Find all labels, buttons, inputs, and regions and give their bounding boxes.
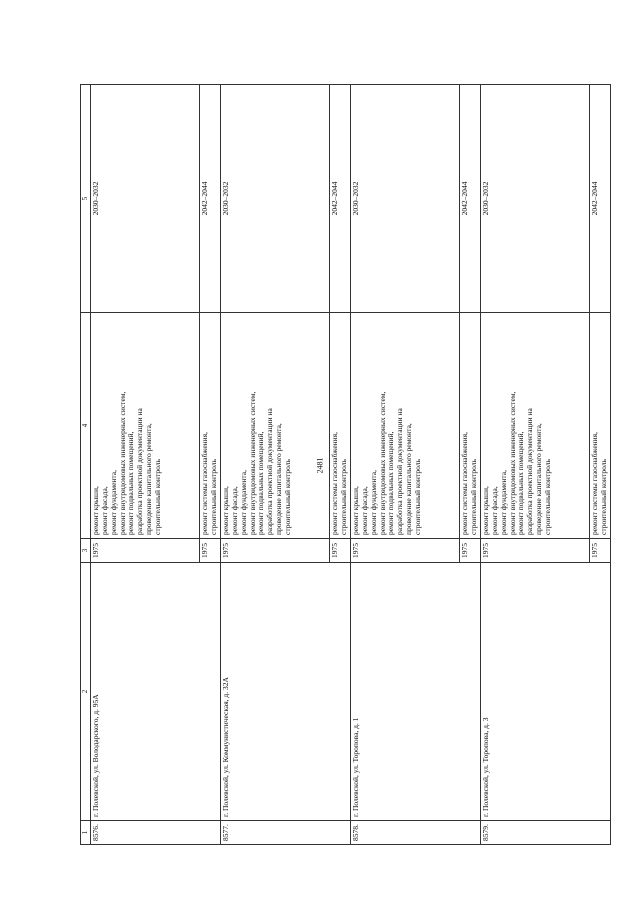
period-cell: 2030–2032 (221, 85, 330, 313)
year-cell: 1975 (590, 539, 611, 563)
row-number: 8579. (481, 821, 611, 845)
column-header-4: 4 (81, 313, 91, 539)
period-cell: 2042–2044 (200, 85, 221, 313)
works-cell: ремонт крыши, ремонт фасада, ремонт фундамента, ремонт внутридомовых инженерных систем, ремонт подвальных помещений, разработка проектной документации на проведение капитального ремонта, строительный контроль (351, 313, 460, 539)
column-header-1: 1 (81, 821, 91, 845)
table-row (91, 85, 200, 845)
column-number-row (81, 85, 91, 845)
year-cell: 1975 (481, 539, 590, 563)
year-cell: 1975 (91, 539, 200, 563)
period-cell: 2030–2032 (91, 85, 200, 313)
works-cell: ремонт системы газоснабжения, строительный контроль (200, 313, 221, 539)
year-cell: 1975 (330, 539, 351, 563)
address-cell: г. Полевской, ул. Торопова, д. 1 (351, 563, 481, 821)
page-number-text: 2481 (315, 457, 325, 473)
year-cell: 1975 (221, 539, 330, 563)
works-cell: ремонт системы газоснабжения, строительный контроль (590, 313, 611, 539)
row-number: 8576. (91, 821, 221, 845)
column-header-5: 5 (81, 85, 91, 313)
table-row (481, 85, 590, 845)
rotated-table-container (80, 85, 608, 845)
table-row (351, 85, 460, 845)
table-row (221, 85, 330, 845)
works-cell: ремонт крыши, ремонт фасада, ремонт фундамента, ремонт внутридомовых инженерных систем, ремонт подвальных помещений, разработка проектной документации на проведение капитального ремонта, строительный контроль (91, 313, 200, 539)
column-header-2: 2 (81, 563, 91, 821)
works-cell: ремонт системы газоснабжения, строительный контроль (330, 313, 351, 539)
year-cell: 1975 (351, 539, 460, 563)
works-cell: ремонт крыши, ремонт фасада, ремонт фундамента, ремонт внутридомовых инженерных систем, ремонт подвальных помещений, разработка проектной документации на проведение капитального ремонта, строительный контроль (221, 313, 330, 539)
period-cell: 2042–2044 (460, 85, 481, 313)
year-cell: 1975 (460, 539, 481, 563)
address-cell: г. Полевской, ул. Коммунистическая, д. 32А (221, 563, 351, 821)
period-cell: 2042–2044 (590, 85, 611, 313)
repair-schedule-table (80, 84, 611, 845)
works-cell: ремонт системы газоснабжения, строительный контроль (460, 313, 481, 539)
period-cell: 2042–2044 (330, 85, 351, 313)
period-cell: 2030–2032 (351, 85, 460, 313)
column-header-3: 3 (81, 539, 91, 563)
address-cell: г. Полевской, ул. Торопова, д. 3 (481, 563, 611, 821)
period-cell: 2030–2032 (481, 85, 590, 313)
row-number: 8578. (351, 821, 481, 845)
works-cell: ремонт крыши, ремонт фасада, ремонт фундамента, ремонт внутридомовых инженерных систем, ремонт подвальных помещений, разработка проектной документации на проведение капитального ремонта, строительный контроль (481, 313, 590, 539)
year-cell: 1975 (200, 539, 221, 563)
address-cell: г. Полевской, ул. Володарского, д. 95А (91, 563, 221, 821)
row-number: 8577. (221, 821, 351, 845)
